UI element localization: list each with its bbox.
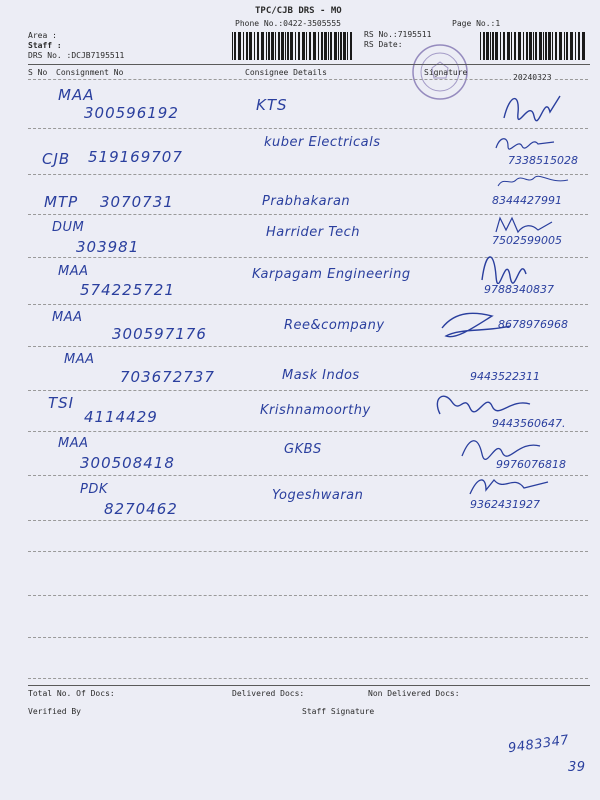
entry-6-consignee: Ree&company (284, 318, 385, 333)
entry-10-number: 8270462 (104, 500, 178, 518)
entry-4-phone: 7502599005 (492, 234, 562, 247)
entry-7-number: 703672737 (120, 368, 215, 386)
rs-number: RS No.:7195511 (364, 30, 432, 39)
handwritten-note-number: 9483347 (507, 732, 571, 757)
entry-10-consignee: Yogeshwaran (272, 488, 364, 503)
entry-1-consignee: KTS (256, 96, 288, 114)
entry-3-prefix: MTP (44, 193, 79, 211)
signature-8 (430, 388, 540, 422)
delivered-docs-label: Delivered Docs: (232, 689, 305, 698)
entry-9-consignee: GKBS (284, 442, 322, 457)
page-number: Page No.:1 (452, 19, 501, 28)
entry-2-phone: 7338515028 (508, 154, 578, 167)
sheet-title: TPC/CJB DRS - MO (255, 6, 342, 16)
entry-3-consignee: Prabhakaran (262, 194, 351, 209)
signature-9 (456, 432, 546, 462)
column-consignee: Consignee Details (245, 68, 327, 77)
entry-3-phone: 8344427991 (492, 194, 562, 207)
staff-label: Staff : (28, 41, 62, 50)
entry-8-number: 4114429 (84, 408, 158, 426)
entry-8-phone: 9443560647. (492, 417, 566, 430)
signature-2 (492, 130, 562, 154)
non-delivered-docs-label: Non Delivered Docs: (368, 689, 460, 698)
handwritten-note-count: 39 (568, 760, 586, 775)
entry-4-number: 303981 (76, 238, 140, 256)
entry-2-prefix: CJB (42, 150, 71, 168)
staff-signature-label: Staff Signature (302, 707, 375, 716)
entry-2-number: 519169707 (88, 148, 183, 166)
entry-6-phone: 8678976968 (498, 318, 568, 331)
entry-9-number: 300508418 (80, 454, 175, 472)
signature-10 (464, 470, 554, 500)
entry-2-consignee: kuber Electricals (264, 135, 381, 150)
entry-1-prefix: MAA (58, 86, 95, 104)
entry-6-prefix: MAA (52, 310, 83, 325)
entry-7-consignee: Mask Indos (282, 368, 360, 383)
entry-5-phone: 9788340837 (484, 283, 554, 296)
entry-4-consignee: Harrider Tech (266, 225, 360, 240)
entry-10-phone: 9362431927 (470, 498, 540, 511)
entry-3-number: 3070731 (100, 193, 174, 211)
date-stamp: 20240323 (513, 73, 552, 82)
entry-8-prefix: TSI (48, 394, 75, 412)
barcode-image (232, 32, 354, 60)
drs-number: DRS No. :DCJB7195511 (28, 51, 125, 60)
entry-5-consignee: Karpagam Engineering (252, 267, 411, 282)
signature-6 (436, 306, 516, 346)
area-label: Area : (28, 31, 57, 40)
signature-1 (500, 88, 570, 128)
entry-5-prefix: MAA (58, 264, 89, 279)
entry-10-prefix: PDK (80, 482, 108, 497)
total-docs-label: Total No. Of Docs: (28, 689, 115, 698)
signature-3 (494, 172, 574, 192)
verified-by-label: Verified By (28, 707, 81, 716)
signature-4 (492, 214, 562, 236)
barcode-image (480, 32, 586, 60)
entry-9-phone: 9976076818 (496, 458, 566, 471)
entry-7-phone: 9443522311 (470, 370, 540, 383)
phone-number: Phone No.:0422-3505555 (235, 19, 341, 28)
entry-5-number: 574225721 (80, 281, 175, 299)
column-signature: Signature (424, 68, 468, 77)
entry-7-prefix: MAA (64, 352, 95, 367)
rs-date: RS Date: (364, 40, 403, 49)
signature-5 (476, 246, 536, 284)
entry-1-number: 300596192 (84, 104, 179, 122)
entry-6-number: 300597176 (112, 325, 207, 343)
entry-9-prefix: MAA (58, 436, 89, 451)
column-sno: S No (28, 68, 48, 77)
column-consignment: Consignment No (56, 68, 124, 77)
entry-4-prefix: DUM (52, 220, 85, 235)
entry-8-consignee: Krishnamoorthy (260, 403, 371, 418)
